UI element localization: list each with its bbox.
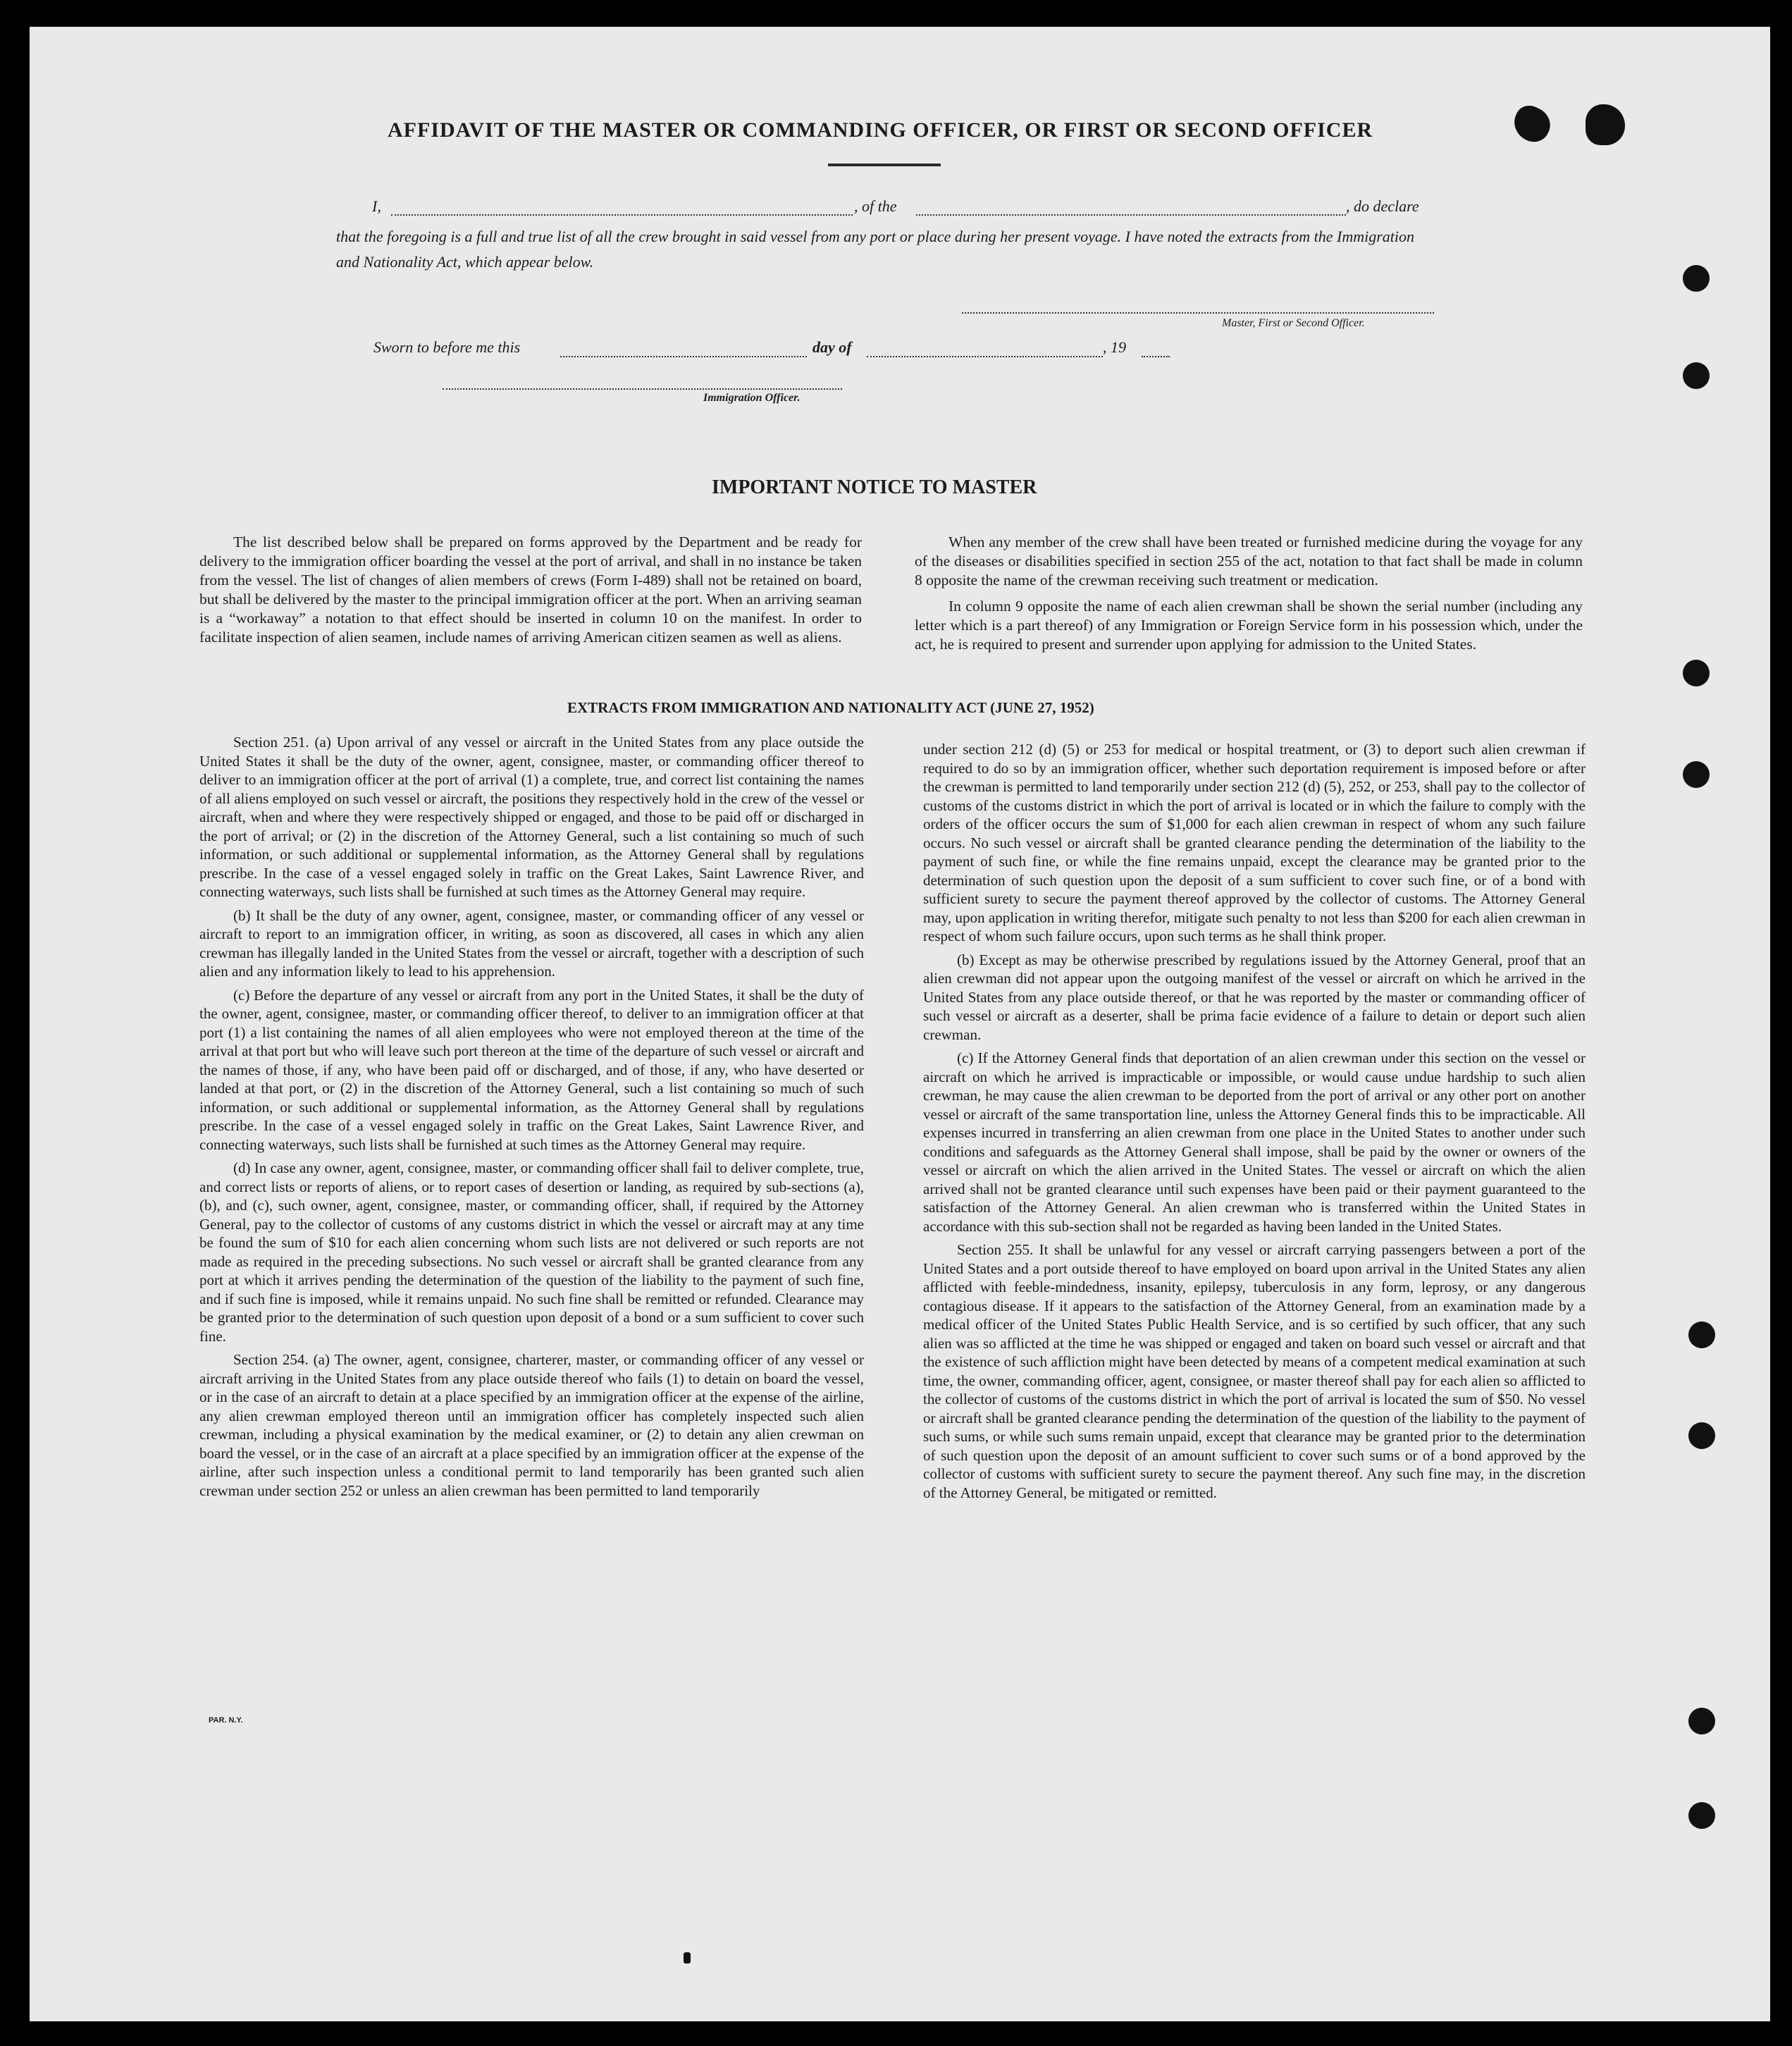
master-signature-label: Master, First or Second Officer.	[1222, 317, 1365, 329]
act-paragraph: Section 255. It shall be unlawful for any vessel or aircraft carrying passengers between a port of the United States and a port outside thereof to have employed on board upon arrival in the United States any alien afflicted with feeble-mindedness, insanity, epilepsy, tuberculosis in any form, leprosy, or any dangerous contagious disease. If it appears to the satisfaction of the Attorney General, from an examination made by a medical officer of the United States Public Health Service, and is so certified by such officer, that any such alien was so afflicted at the time he was shipped or engaged and taken on board such vessel or aircraft and that the existence of such affliction might have been detected by means of a competent medical examination at such time, the owner, commanding officer, agent, consignee, or master thereof shall pay for each alien so afflicted to the collector of customs of the customs district in which the port of arrival is located the sum of $50. No vessel or aircraft shall be granted clearance pending the determination of the question of the liability to the payment of such sums, or while such sums remain unpaid, except that clearance may be granted prior to the determination of such question upon the deposit of an amount sufficient to cover such sums or of a bond approved by the collector of customs with sufficient surety to secure the payment thereof. Any such fine may, in the discretion of the Attorney General, be mitigated or remitted.	[923, 1241, 1586, 1501]
extracts-heading: EXTRACTS FROM IMMIGRATION AND NATIONALITY ACT (JUNE 27, 1952)	[567, 699, 1094, 716]
punch-hole	[1683, 761, 1710, 788]
ink-speck	[684, 1952, 691, 1964]
act-paragraph: (d) In case any owner, agent, consignee, master, or commanding officer shall fail to deliver complete, true, and correct lists or reports of aliens, or to report cases of desertion or landing, as required by sub-sections (a), (b), and (c), such owner, agent, consignee, master, or commanding officer, shall, if required by the Attorney General, pay to the collector of customs of any customs district in which the vessel or aircraft may at any time be found the sum of $10 for each alien concerning whom such lists are not delivered or such reports are not made as required in the preceding subsections. No such vessel or aircraft shall be granted clearance from any port at which it arrives pending the determination of the question of the liability to the payment of such fine, and if such fine is imposed, while it remains unpaid. No such fine shall be remitted or refunded. Clearance may be granted prior to the determination of such question upon deposit of a bond or a sum sufficient to cover such fine.	[199, 1159, 864, 1345]
declarant-name-field[interactable]	[391, 213, 853, 216]
immigration-officer-label: Immigration Officer.	[703, 392, 801, 404]
year-label: , 19	[1103, 338, 1126, 356]
sworn-month-field[interactable]	[867, 355, 1103, 357]
punch-hole	[1683, 265, 1710, 292]
punch-hole	[1688, 1422, 1715, 1449]
vessel-name-field[interactable]	[916, 213, 1346, 216]
affidavit-title: AFFIDAVIT OF THE MASTER OR COMMANDING OFFICER, OR FIRST OR SECOND OFFICER	[388, 118, 1373, 142]
act-left-column	[199, 733, 864, 1500]
punch-hole	[1688, 1708, 1715, 1734]
punch-hole	[1683, 362, 1710, 389]
act-paragraph: Section 251. (a) Upon arrival of any vessel or aircraft in the United States from any place outside the United States it shall be the duty of the owner, agent, consignee, master, or commanding officer thereof to deliver to an immigration officer at the port of arrival (1) a complete, true, and correct list containing the names of all aliens employed on such vessel or aircraft, the positions they respectively hold in the crew of the vessel or aircraft, when and where they were respectively shipped or engaged, and those to be paid off or discharged in the port of arrival; or (2) in the discretion of the Attorney General, such a list containing so much of such information, or such additional or supplemental information, as the Attorney General shall by regulations prescribe. In the case of a vessel engaged solely in traffic on the Great Lakes, Saint Lawrence River, and connecting waterways, such lists shall be furnished at such times as the Attorney General may require.	[199, 734, 864, 900]
act-paragraph: (c) Before the departure of any vessel or aircraft from any port in the United States, it shall be the duty of the owner, agent, consignee, master, or commanding officer thereof, to deliver to an immigration officer at that port (1) a list containing the names of all alien employees who were not employed thereon at the time of the arrival at that port but who will leave such port thereon at the time of the departure of such vessel or aircraft and the names of those, if any, who have been paid off or discharged, and of those, if any, who have deserted or landed at that port, or (2) in the discretion of the Attorney General, such a list containing so much of such information, or such additional or supplemental information, as the Attorney General shall by regulations prescribe. In the case of a vessel engaged solely in traffic on the Great Lakes, Saint Lawrence River, and connecting waterways, such lists shall be furnished at such times as the Attorney General may require.	[199, 986, 864, 1153]
sworn-label: Sworn to before me this	[373, 338, 521, 356]
act-paragraph: (b) Except as may be otherwise prescribed by regulations issued by the Attorney General, proof that an alien crewman did not appear upon the outgoing manifest of the vessel or aircraft on which he arrived in the United States from any place outside thereof, or that he was reported by the master or commanding officer of such vessel or aircraft as a deserter, shall be prima facie evidence of a failure to detain or deport such alien crewman.	[923, 951, 1586, 1043]
act-paragraph: (c) If the Attorney General finds that deportation of an alien crewman under this section on the vessel or aircraft on which he arrived is impracticable or impossible, or would cause undue hardship to such alien crewman, he may cause the alien crewman to be deported from the port of arrival or any other port on another vessel or aircraft of the same transportation line, unless the Attorney General finds this to be impracticable. All expenses incurred in transferring an alien crewman from one place in the United States to another under such conditions and safeguards as the Attorney General shall impose, shall be paid by the owner or owners of the vessel or aircraft on which the alien arrived in the United States. The vessel or aircraft on which the alien arrived shall not be granted clearance until such expenses have been paid or their payment guaranteed to the satisfaction of the Attorney General. An alien crewman who is transferred within the United States in accordance with this sub-section shall not be regarded as having been landed in the United States.	[923, 1049, 1586, 1235]
printer-mark: PAR. N.Y.	[209, 1716, 243, 1725]
declaration-body: that the foregoing is a full and true list of all the crew brought in said vessel from any port or place during her present voyage. I have noted the extracts from the Immigration and Nationality Act, which appear below.	[336, 228, 1415, 271]
sworn-day-field[interactable]	[560, 355, 807, 357]
declaration-i-label: I,	[372, 197, 381, 215]
master-signature-line[interactable]	[962, 312, 1434, 314]
declaration-do-declare: , do declare	[1346, 197, 1419, 215]
important-notice-heading: IMPORTANT NOTICE TO MASTER	[712, 476, 1037, 498]
day-of-label: day of	[812, 338, 852, 356]
notice-left-text	[199, 533, 862, 647]
notice-right-text	[915, 533, 1583, 654]
act-paragraph: Section 254. (a) The owner, agent, consignee, charterer, master, or commanding officer of any vessel or aircraft arriving in the United States from any place outside thereof who fails (1) to detain on board the vessel, or in the case of an aircraft to detain at a place specified by an immigration officer at the expense of the airline, any alien crewman employed thereon until an immigration officer has completely inspected such alien crewman, including a physical examination by the medical examiner, or (2) to detain any alien crewman on board the vessel, or in the case of an aircraft at a place specified by an immigration officer at the expense of the airline, after such inspection unless a conditional permit to land temporarily has been granted such alien crewman under section 252 or unless an alien crewman has been permitted to land temporarily	[199, 1351, 864, 1499]
declaration-of-the: , of the	[854, 197, 897, 215]
sworn-year-field[interactable]	[1142, 355, 1170, 357]
blot-mark	[1586, 104, 1625, 145]
notice-paragraph: The list described below shall be prepared on forms approved by the Department and be ready for delivery to the immigration officer boarding the vessel at the port of arrival, and shall in no instance be taken from the vessel. The list of changes of alien members of crews (Form I-489) shall not be retained on board, but shall be delivered by the master to the principal immigration officer at the port. When an arriving seaman is a “workaway” a notation to that effect should be inserted in column 10 on the manifest. In order to facilitate inspection of alien seamen, include names of arriving American citizen seamen as well as aliens.	[199, 534, 862, 646]
notice-paragraph: When any member of the crew shall have been treated or furnished medicine during the voyage for any of the diseases or disabilities specified in section 255 of the act, notation to that fact shall be made in column 8 opposite the name of the crewman receiving such treatment or medication.	[915, 534, 1583, 588]
immigration-officer-signature-line[interactable]	[443, 388, 842, 390]
punch-hole	[1688, 1321, 1715, 1348]
act-right-column	[923, 740, 1586, 1502]
title-underline	[828, 164, 941, 166]
act-paragraph: (b) It shall be the duty of any owner, agent, consignee, master, or commanding officer of any vessel or aircraft to report to an immigration officer, in writing, as soon as discovered, all cases in which any alien crewman has illegally landed in the United States from the vessel or aircraft, together with a description of such alien and any information likely to lead to his apprehension.	[199, 906, 864, 980]
notice-paragraph: In column 9 opposite the name of each alien crewman shall be shown the serial number (including any letter which is a part thereof) of any Immigration or Foreign Service form in his possession which, under the act, he is required to present and surrender upon applying for admission to the United States.	[915, 598, 1583, 653]
punch-hole	[1683, 660, 1710, 686]
act-paragraph: under section 212 (d) (5) or 253 for medical or hospital treatment, or (3) to deport such alien crewman if required to do so by an immigration officer, whether such deportation requirement is imposed before or after the crewman is permitted to land temporarily under section 212 (d) (5), 252, or 253, shall pay to the collector of customs of the customs district in which the port of arrival is located or in which the failure to comply with the orders of the officer occurs the sum of $1,000 for each alien crewman in respect of whom any such failure occurs. No such vessel or aircraft shall be granted clearance pending the determination of the liability to the payment of such fine, or while the fine remains unpaid, except the clearance may be granted prior to the determination of such question upon the deposit of a sum sufficient to cover such fine, or of a bond with sufficient surety to secure the payment thereof approved by the collector of customs. The Attorney General may, upon application in writing therefor, mitigate such penalty to not less than $200 for each alien crewman in respect of whom such failure occurs, upon such terms as he shall think proper.	[923, 741, 1586, 944]
punch-hole	[1688, 1802, 1715, 1829]
